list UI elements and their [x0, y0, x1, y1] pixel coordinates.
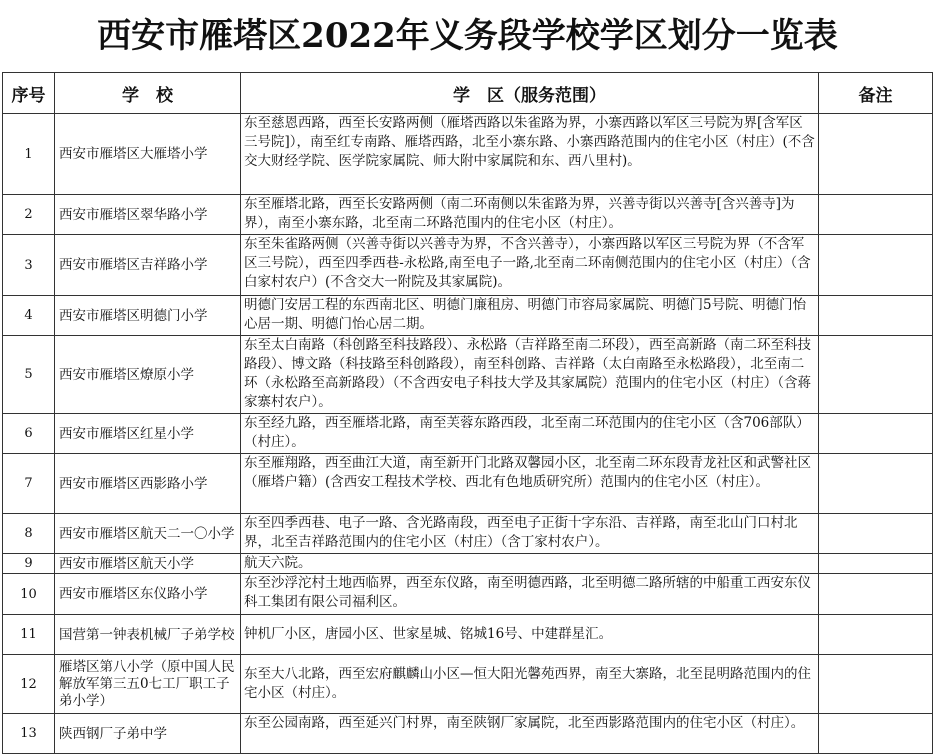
table-row: [3, 114, 933, 195]
row-note: [819, 554, 933, 574]
row-school: 西安市雁塔区大雁塔小学: [55, 114, 241, 195]
row-seq: 4: [3, 296, 55, 336]
row-seq: 1: [3, 114, 55, 195]
row-area: 航天六院。: [241, 554, 819, 574]
row-area: 明德门安居工程的东西南北区、明德门廉租房、明德门市容局家属院、明德门5号院、明德门怡心居一期、明德门怡心居二期。: [241, 296, 819, 336]
row-note: [819, 655, 933, 714]
row-school: 西安市雁塔区明德门小学: [55, 296, 241, 336]
row-area: 东至大八北路，西至宏府麒麟山小区—恒大阳光馨苑西界，南至大寨路，北至昆明路范围内的住宅小区（村庄）。: [241, 655, 819, 714]
table-row: [3, 514, 933, 554]
row-seq: 2: [3, 195, 55, 235]
row-note: [819, 574, 933, 615]
school-district-table: [2, 72, 933, 754]
row-school: 国营第一钟表机械厂子弟学校: [55, 615, 241, 655]
row-school: 西安市雁塔区航天二一〇小学: [55, 514, 241, 554]
row-school: 西安市雁塔区燎原小学: [55, 336, 241, 414]
row-school: 西安市雁塔区红星小学: [55, 414, 241, 454]
header-note: 备注: [819, 73, 933, 114]
table-row: [3, 714, 933, 754]
row-school: 西安市雁塔区西影路小学: [55, 454, 241, 514]
row-seq: 10: [3, 574, 55, 615]
row-area: 东至太白南路（科创路至科技路段）、永松路（吉祥路至南二环段），西至高新路（南二环至科技路段）、博文路（科技路至科创路段），南至科创路、吉祥路（太白南路至永松路段），北至南二环（永松路至高新路段）（不含西安电子科技大学及其家属院）范围内的住宅小区（村庄）（含蒋家寨村农户）。: [241, 336, 819, 414]
header-seq: 序号: [3, 73, 55, 114]
row-note: [819, 414, 933, 454]
row-note: [819, 296, 933, 336]
row-seq: 9: [3, 554, 55, 574]
row-note: [819, 514, 933, 554]
row-area: 东至朱雀路两侧（兴善寺街以兴善寺为界，不含兴善寺），小寨西路以军区三号院为界（不含军区三号院），西至四季西巷-永松路,南至电子一路,北至南二环南侧范围内的住宅小区（村庄）（含白家村农户）(不含交大一附院及其家属院)。: [241, 235, 819, 296]
row-school: 西安市雁塔区东仪路小学: [55, 574, 241, 615]
row-seq: 13: [3, 714, 55, 754]
table-row: [3, 554, 933, 574]
header-area: 学 区（服务范围）: [241, 73, 819, 114]
row-school: 陕西钢厂子弟中学: [55, 714, 241, 754]
row-seq: 6: [3, 414, 55, 454]
row-area: 东至经九路，西至雁塔北路，南至芙蓉东路西段，北至南二环范围内的住宅小区（含706部队）（村庄）。: [241, 414, 819, 454]
table-row: [3, 414, 933, 454]
table-row: [3, 235, 933, 296]
table-row: [3, 655, 933, 714]
row-note: [819, 615, 933, 655]
table-row: [3, 296, 933, 336]
row-area: 东至慈恩西路，西至长安路两侧（雁塔西路以朱雀路为界，小寨西路以军区三号院为界[含军区三号院]），南至红专南路、雁塔西路，北至小寨东路、小寨西路范围内的住宅小区（村庄）(不含交大财经学院、医学院家属院、师大附中家属院和东、西八里村)。: [241, 114, 819, 195]
row-seq: 11: [3, 615, 55, 655]
row-seq: 3: [3, 235, 55, 296]
row-area: 东至四季西巷、电子一路、含光路南段，西至电子正街十字东沿、吉祥路，南至北山门口村北界，北至吉祥路范围内的住宅小区（村庄）（含丁家村农户）。: [241, 514, 819, 554]
table-row: [3, 574, 933, 615]
row-area: 钟机厂小区，唐园小区、世家星城、铭城16号、中建群星汇。: [241, 615, 819, 655]
row-school: 西安市雁塔区航天小学: [55, 554, 241, 574]
row-note: [819, 336, 933, 414]
table-row: [3, 615, 933, 655]
row-note: [819, 454, 933, 514]
row-seq: 7: [3, 454, 55, 514]
row-note: [819, 114, 933, 195]
row-school: 西安市雁塔区翠华路小学: [55, 195, 241, 235]
row-area: 东至公园南路，西至延兴门村界，南至陕钢厂家属院，北至西影路范围内的住宅小区（村庄）。: [241, 714, 819, 754]
row-seq: 8: [3, 514, 55, 554]
row-school: 雁塔区第八小学（原中国人民解放军第三五0七工厂职工子弟小学）: [55, 655, 241, 714]
table-row: [3, 336, 933, 414]
table-row: [3, 195, 933, 235]
row-note: [819, 235, 933, 296]
row-seq: 5: [3, 336, 55, 414]
table-row: [3, 454, 933, 514]
header-row: [3, 73, 933, 114]
row-school: 西安市雁塔区吉祥路小学: [55, 235, 241, 296]
row-area: 东至雁翔路，西至曲江大道，南至新开门北路双馨园小区，北至南二环东段青龙社区和武警社区（雁塔户籍）(含西安工程技术学校、西北有色地质研究所）范围内的住宅小区（村庄）。: [241, 454, 819, 514]
page-title: 西安市雁塔区2022年义务段学校学区划分一览表: [97, 16, 838, 56]
header-school: 学 校: [55, 73, 241, 114]
row-note: [819, 714, 933, 754]
row-area: 东至沙浮沱村土地西临界，西至东仪路，南至明德西路，北至明德二路所辖的中船重工西安东仪科工集团有限公司福利区。: [241, 574, 819, 615]
row-area: 东至雁塔北路，西至长安路两侧（南二环南侧以朱雀路为界，兴善寺街以兴善寺[含兴善寺]为界），南至小寨东路，北至南二环路范围内的住宅小区（村庄）。: [241, 195, 819, 235]
row-seq: 12: [3, 655, 55, 714]
row-note: [819, 195, 933, 235]
